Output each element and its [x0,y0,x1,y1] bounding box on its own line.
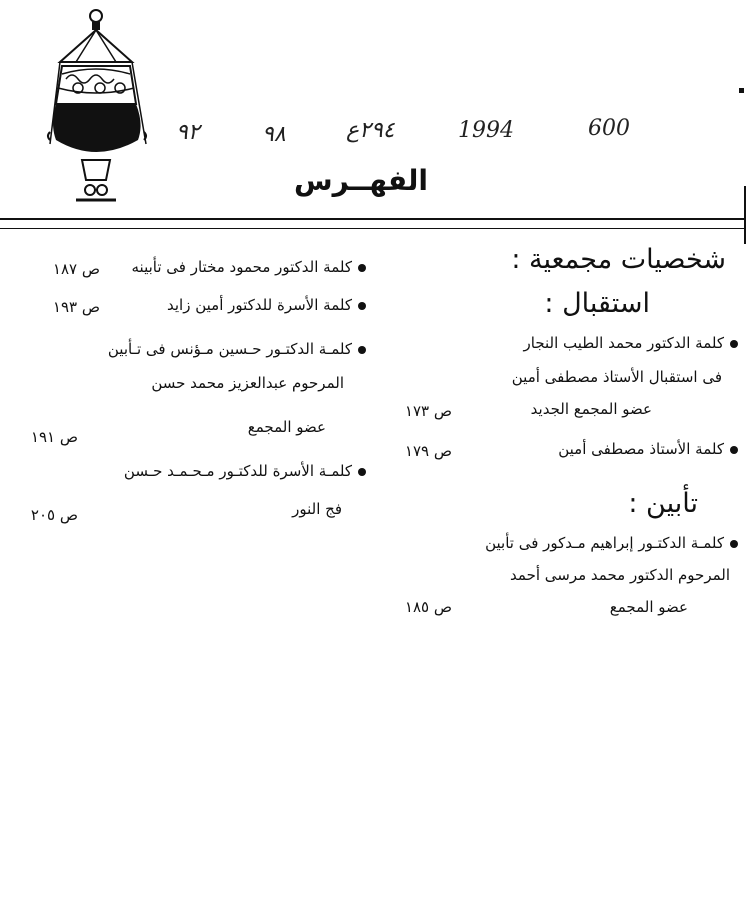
toc-entry-madkour-line-3: عضو المجمع [609,598,688,616]
toc-entry-madkour-line-1: كلمـة الدكتـور إبراهيم مـدكور فى تأبين [485,534,738,552]
toc-entry-mounes-line-1: كلمـة الدكتـور حـسين مـؤنس فى تـأبين [108,340,366,358]
bullet-icon [730,540,738,548]
toc-entry-mounes-line-3: عضو المجمع [247,418,326,436]
toc-entry-zayed: كلمة الأسرة للدكتور أمين زايد [167,296,366,314]
toc-entry-mounes-page: ص ١٩١ [30,428,78,446]
header-rule-bottom [0,228,746,229]
section-heading-academy-figures: شخصيات مجمعية : [511,244,726,275]
lantern-logo [46,4,154,210]
toc-entry-mukhtar: كلمة الدكتور محمود مختار فى تأبينه [132,258,367,276]
handwritten-note-3: ٢٩٤ع [346,118,395,143]
bullet-icon [358,302,366,310]
toc-entry-mukhtar-page: ص ١٨٧ [52,260,100,278]
bullet-icon [730,340,738,348]
toc-entry-najjar-page: ص ١٧٣ [404,402,452,420]
handwritten-note-1: ٩٢ [176,120,200,145]
handwritten-note-2: ٩٨ [262,122,286,147]
subsection-heading-eulogy: تأبين : [628,488,698,519]
toc-entry-mustafa-amin: كلمة الأستاذ مصطفى أمين [558,440,738,458]
page-edge-tick [739,88,744,93]
subsection-heading-reception: استقبال : [544,288,650,319]
bullet-icon [358,346,366,354]
handwritten-note-4: 1994 [458,118,514,143]
toc-entry-hassan-page: ص ٢٠٥ [30,506,78,524]
toc-entry-mustafa-amin-page: ص ١٧٩ [404,442,452,460]
header-rule-top [0,218,746,220]
toc-entry-mounes-line-2: المرحوم عبدالعزيز محمد حسن [151,374,344,392]
bullet-icon [358,264,366,272]
toc-entry-madkour-line-2: المرحوم الدكتور محمد مرسى أحمد [510,566,730,584]
bullet-icon [358,468,366,476]
toc-entry-najjar-line-2: فى استقبال الأستاذ مصطفى أمين [511,368,722,386]
toc-entry-hassan-line-1: كلمـة الأسرة للدكتـور مـحـمـد حـسن [124,462,366,480]
toc-entry-najjar-line-1: كلمة الدكتور محمد الطيب النجار [524,334,739,352]
toc-entry-hassan-line-2: فج النور [292,500,342,518]
page-title: الفهــرس [294,164,428,197]
toc-entry-zayed-page: ص ١٩٣ [52,298,100,316]
toc-entry-madkour-page: ص ١٨٥ [404,598,452,616]
bullet-icon [730,446,738,454]
handwritten-note-5: 600 [588,116,630,141]
toc-entry-najjar-line-3: عضو المجمع الجديد [530,400,652,418]
